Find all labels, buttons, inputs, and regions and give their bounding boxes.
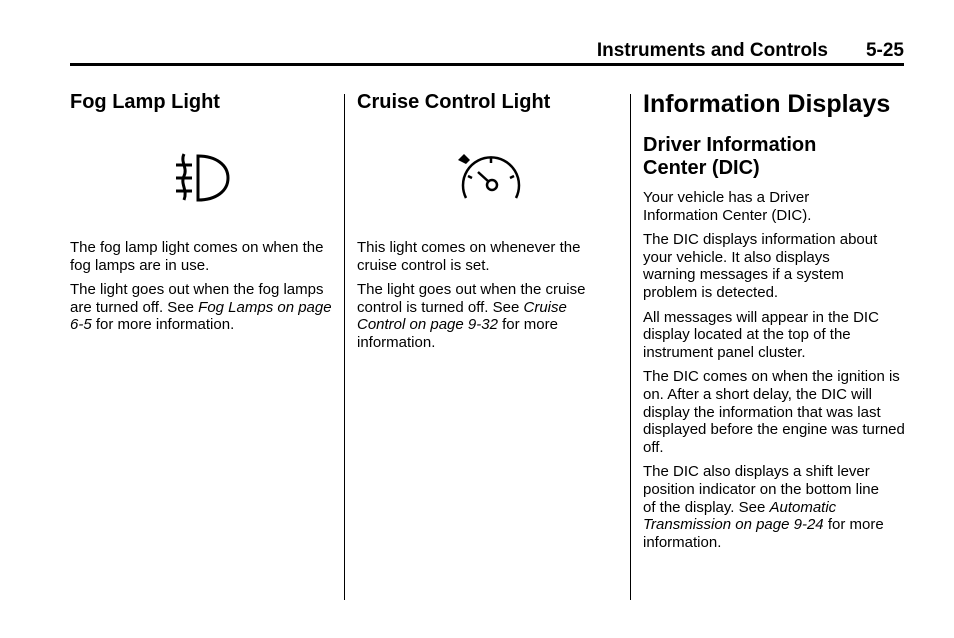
- dic-paragraph-2: The DIC displays information about your vehicle. It also displays warning messages if a system problem is detected.: [643, 231, 878, 301]
- column-divider-1: [344, 94, 345, 600]
- dic-paragraph-1: Your vehicle has a Driver Information Center (DIC).: [643, 189, 812, 224]
- cruise-p2-text: The light goes out when the cruise control is turned off. See: [357, 281, 586, 316]
- page-number: 5-25: [865, 40, 904, 61]
- cruise-control-paragraph-2: [357, 281, 619, 351]
- fog-lamp-body: [70, 239, 332, 334]
- header-rule: [70, 63, 904, 66]
- dic-paragraph-4: The DIC comes on when the ignition is on. After a short delay, the DIC will display the information that was last displayed before the engine was turned off.: [643, 368, 905, 456]
- fog-lamp-heading: Fog Lamp Light: [70, 91, 220, 113]
- cruise-control-paragraph-1: This light comes on whenever the cruise control is set.: [357, 239, 581, 274]
- fog-lamp-paragraph-1: The fog lamp light comes on when the fog lamps are in use.: [70, 239, 324, 274]
- cruise-control-icon: [454, 152, 524, 204]
- page-header: [70, 38, 904, 62]
- cruise-p2-tail: for more information.: [357, 316, 558, 351]
- cruise-control-heading: Cruise Control Light: [357, 91, 551, 113]
- automatic-transmission-link[interactable]: Automatic Transmission on page 9-24: [643, 498, 837, 534]
- information-displays-section: [643, 90, 907, 551]
- cruise-control-section: [357, 90, 619, 114]
- column-divider-2: [630, 94, 631, 600]
- section-title: Instruments and Controls: [596, 40, 828, 61]
- cruise-control-body: [357, 239, 619, 352]
- fog-lamp-p2-tail: for more information.: [91, 316, 235, 334]
- dic-paragraph-5: [643, 463, 893, 551]
- dic-paragraph-3: All messages will appear in the DIC display located at the top of the instrument panel cluster.: [643, 308, 879, 361]
- fog-lamp-paragraph-2: [70, 281, 332, 334]
- information-displays-heading: Information Displays: [643, 90, 891, 118]
- fog-lamp-section: [70, 90, 332, 114]
- fog-lamp-icon: [168, 152, 234, 202]
- dic-p5-text: The DIC also displays a shift lever position indicator on the bottom line of the display. See: [643, 463, 879, 516]
- cruise-control-link[interactable]: Cruise Control on page 9-32: [357, 298, 567, 334]
- fog-lamp-p2-text: The light goes out when the fog lamps are turned off. See: [70, 281, 324, 316]
- dic-p5-tail: for more information.: [643, 516, 884, 551]
- dic-subheading: Driver Information Center (DIC): [643, 134, 817, 179]
- fog-lamps-link[interactable]: Fog Lamps on page 6-5: [70, 298, 332, 334]
